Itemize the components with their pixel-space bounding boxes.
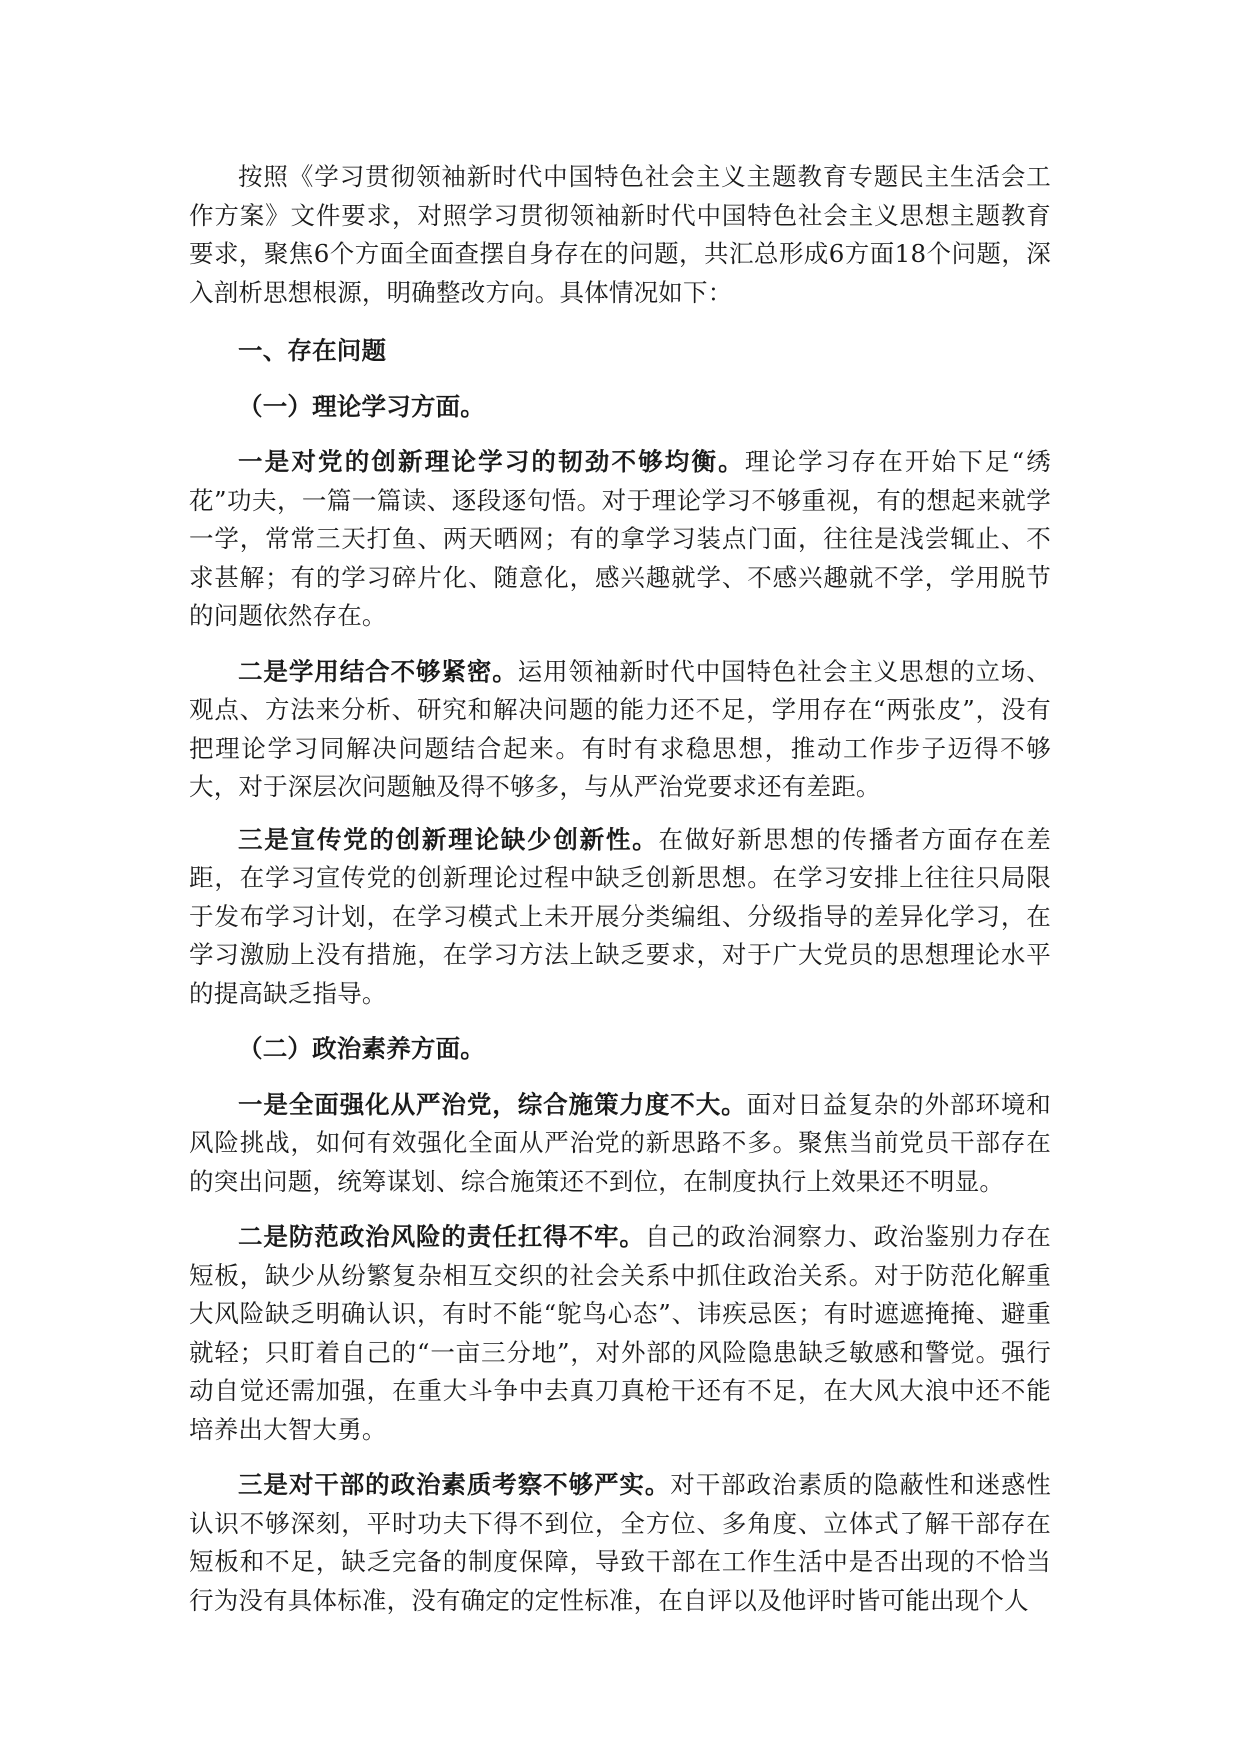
paragraph-political-2 (189, 1218, 1051, 1449)
subheading-theory-study: （一）理论学习方面。 (238, 391, 485, 421)
paragraph-body: 对干部政治素质的隐蔽性和迷惑性认识不够深刻，平时功夫下得不到位，全方位、多角度、立体式了解干部存在短板和不足，缺乏完备的制度保障，导致干部在工作生活中是否出现的不恰当行为没有具体标准，没有确定的定性标准，在自评以及他评时皆可能出现个人 (189, 1470, 1051, 1615)
paragraph-lead: 二是学用结合不够紧密。 (238, 656, 518, 686)
intro-paragraph: 按照《学习贯彻领袖新时代中国特色社会主义主题教育专题民主生活会工作方案》文件要求，对照学习贯彻领袖新时代中国特色社会主义思想主题教育要求，聚焦6个方面全面查摆自身存在的问题，共汇总形成6方面18个问题，深入剖析思想根源，明确整改方向。具体情况如下： (189, 162, 1051, 307)
paragraph-political-1 (189, 1086, 1051, 1202)
section-heading-problems: 一、存在问题 (238, 336, 387, 365)
paragraph-lead: 一是全面强化从严治党，综合施策力度不大。 (238, 1089, 747, 1119)
paragraph-body: 运用领袖新时代中国特色社会主义思想的立场、观点、方法来分析、研究和解决问题的能力还不足，学用存在“两张皮”，没有把理论学习同解决问题结合起来。有时有求稳思想，推动工作步子迈得不够大，对于深层次问题触及得不够多，与从严治党要求还有差距。 (189, 656, 1051, 801)
subheading-political-literacy: （二）政治素养方面。 (238, 1034, 485, 1063)
paragraph-lead: 三是对干部的政治素质考察不够严实。 (238, 1470, 671, 1499)
paragraph-body: 面对日益复杂的外部环境和风险挑战，如何有效强化全面从严治党的新思路不多。聚焦当前党员干部存在的突出问题，统筹谋划、综合施策还不到位，在制度执行上效果还不明显。 (189, 1089, 1051, 1196)
paragraph-theory-2 (189, 653, 1051, 807)
paragraph-theory-3 (189, 821, 1051, 1014)
paragraph-body: 在做好新思想的传播者方面存在差距，在学习宣传党的创新理论过程中缺乏创新思想。在学习安排上往往只局限于发布学习计划，在学习模式上未开展分类编组、分级指导的差异化学习，在学习激励上没有措施，在学习方法上缺乏要求，对于广大党员的思想理论水平的提高缺乏指导。 (189, 824, 1052, 1008)
paragraph-theory-1 (189, 443, 1051, 636)
paragraph-lead: 三是宣传党的创新理论缺少创新性。 (238, 824, 659, 854)
document-page (189, 158, 1051, 1620)
paragraph-lead: 一是对党的创新理论学习的韧劲不够均衡。 (238, 447, 745, 476)
paragraph-body: 自己的政治洞察力、政治鉴别力存在短板，缺少从纷繁复杂相互交织的社会关系中抓住政治关系。对于防范化解重大风险缺乏明确认识，有时不能“鸵鸟心态”、讳疾忌医；有时遮遮掩掩、避重就轻；只盯着自己的“一亩三分地”，对外部的风险隐患缺乏敏感和警觉。强行动自觉还需加强，在重大斗争中去真刀真枪干还有不足，在大风大浪中还不能培养出大智大勇。 (189, 1222, 1051, 1444)
paragraph-lead: 二是防范政治风险的责任扛得不牢。 (238, 1222, 645, 1251)
paragraph-body: 理论学习存在开始下足“绣花”功夫，一篇一篇读、逐段逐句悟。对于理论学习不够重视，有的想起来就学一学，常常三天打鱼、两天晒网；有的拿学习装点门面，往往是浅尝辄止、不求甚解；有的学习碎片化、随意化，感兴趣就学、不感兴趣就不学，学用脱节的问题依然存在。 (189, 447, 1051, 630)
paragraph-political-3 (189, 1466, 1051, 1620)
